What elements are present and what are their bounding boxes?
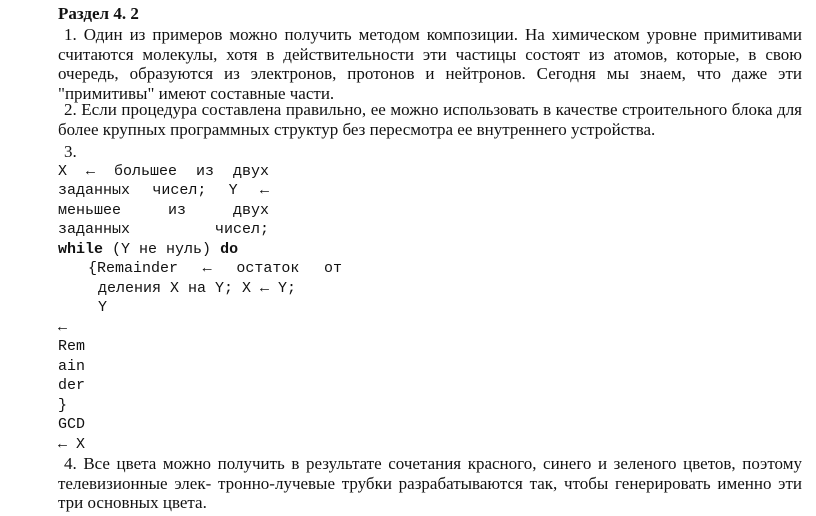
code-body-line-8: } bbox=[58, 397, 68, 414]
code-body-line-3: Y bbox=[98, 299, 108, 316]
code-body-line-2: деления X на Y; X ← Y; bbox=[98, 280, 297, 297]
paragraph-4: 4. Все цвета можно получить в результате сочетания красного, синего и зеленого цветов, поэтому телевизионные элек- тронно-лучевые трубки разрабатываются так, чтобы генерировать именно эти три основных цвета. bbox=[58, 454, 802, 513]
section-heading: Раздел 4. 2 bbox=[58, 4, 139, 23]
code-body-line-7: der bbox=[58, 377, 86, 394]
paragraph-3-number: 3. bbox=[64, 142, 77, 161]
code-body-line-5: Rem bbox=[58, 338, 86, 355]
code-body-line-9: GCD bbox=[58, 416, 86, 433]
code-body-line-1: {Remainder ← остаток от bbox=[88, 260, 342, 277]
code-line-1: X ← большее из двух bbox=[58, 163, 269, 180]
code-line-3: меньшее из двух bbox=[58, 202, 269, 219]
do-keyword: do bbox=[220, 241, 239, 258]
code-line-2: заданных чисел; Y ← bbox=[58, 182, 269, 199]
code-body-line-10: ← X bbox=[58, 436, 86, 453]
code-while-line bbox=[58, 240, 238, 260]
paragraph-2: 2. Если процедура составлена правильно, ее можно использовать в качестве строительного блока для более крупных программных структур без пересмотра ее внутреннего устройства. bbox=[58, 100, 802, 139]
code-body-line-6: ain bbox=[58, 358, 86, 375]
code-line-4: заданных чисел; bbox=[58, 221, 269, 238]
paragraph-1: 1. Один из примеров можно получить методом композиции. На химическом уровне примитивами считаются молекулы, хотя в действительности эти частицы состоят из атомов, которые, в свою очередь, образуются из электронов, протонов и нейтронов. Сегодня мы знаем, что даже эти "примитивы" имеют составные части. bbox=[58, 25, 802, 103]
while-keyword: while bbox=[58, 241, 104, 258]
code-body-line-4: ← bbox=[58, 319, 68, 336]
while-condition: (Y не нуль) bbox=[112, 241, 212, 258]
